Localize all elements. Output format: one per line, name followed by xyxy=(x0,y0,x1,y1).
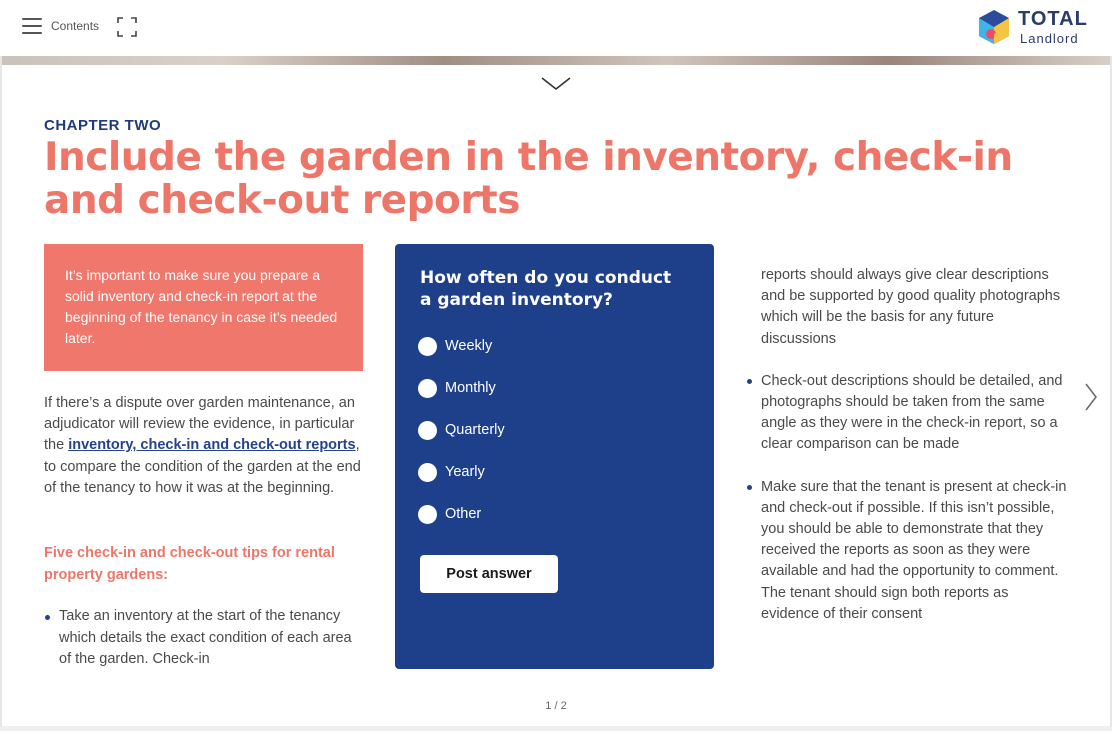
poll-option-weekly[interactable] xyxy=(418,325,689,367)
logo-word-landlord: Landlord xyxy=(1020,31,1079,46)
page-indicator: 1 / 2 xyxy=(545,700,567,712)
poll-option-quarterly[interactable] xyxy=(418,409,689,451)
paragraph-text-end: , to compare the condition of the garden at the end of the tenancy to how it was at the beginning. xyxy=(44,437,361,496)
radio-button[interactable] xyxy=(418,463,437,482)
reports-link[interactable]: inventory, check-in and check-out reports xyxy=(68,437,356,454)
poll-option-monthly[interactable] xyxy=(418,367,689,409)
poll-option-label: Yearly xyxy=(445,464,485,480)
chevron-down-icon[interactable] xyxy=(541,75,571,93)
radio-button[interactable] xyxy=(418,379,437,398)
hero-image-strip xyxy=(0,56,1112,65)
poll-option-yearly[interactable] xyxy=(418,451,689,493)
post-answer-button[interactable]: Post answer xyxy=(420,555,558,593)
radio-button[interactable] xyxy=(418,337,437,356)
chapter-label: CHAPTER TWO xyxy=(44,117,162,134)
tips-heading: Five check-in and check-out tips for rental property gardens: xyxy=(44,545,335,583)
tip-item: Take an inventory at the start of the tenancy which details the exact condition of each area of the garden. Check-in xyxy=(44,606,366,671)
total-landlord-logo[interactable] xyxy=(976,6,1094,50)
poll-question: How often do you conduct a garden inventory? xyxy=(420,268,672,310)
poll-option-label: Quarterly xyxy=(445,422,505,438)
poll-option-label: Weekly xyxy=(445,338,493,354)
continued-tip-text: reports should always give clear descriptions and be supported by good quality photographs which will be the basis for any future discussions xyxy=(761,267,1061,347)
right-column xyxy=(747,265,1069,646)
logo-word-total: TOTAL xyxy=(1018,8,1088,30)
poll-option-other[interactable] xyxy=(418,493,689,535)
logo-hexagon-icon xyxy=(976,8,1012,48)
radio-button[interactable] xyxy=(418,505,437,524)
tips-list xyxy=(44,606,366,671)
radio-button[interactable] xyxy=(418,421,437,440)
tip-item: Make sure that the tenant is present at check-in and check-out if possible. If this isn’t possible, you should be able to demonstrate that they received the reports as soon as they were available and had the opportunity to comment. The tenant should sign both reports as evidence of their consent xyxy=(747,477,1069,625)
callout-text: It’s important to make sure you prepare a solid inventory and check-in report at the beginning of the tenancy in case it’s needed later. xyxy=(65,267,338,346)
tip-item: Check-out descriptions should be detailed, and photographs should be taken from the same angle as they were in the check-in report, so a clear comparison can be made xyxy=(747,371,1069,456)
intro-callout xyxy=(44,244,363,371)
poll-card xyxy=(395,244,714,669)
tips-list-continued xyxy=(747,371,1069,625)
poll-option-label: Other xyxy=(445,506,482,522)
top-bar xyxy=(0,0,1112,56)
hamburger-icon[interactable] xyxy=(22,18,42,34)
contents-link[interactable]: Contents xyxy=(51,19,100,33)
body-paragraph xyxy=(44,393,366,499)
frame-border-left xyxy=(0,56,2,726)
page-title: Include the garden in the inventory, check-in and check-out reports xyxy=(44,135,1013,223)
fullscreen-icon[interactable] xyxy=(117,17,137,37)
frame-border-bottom xyxy=(0,726,1112,731)
poll-option-label: Monthly xyxy=(445,380,496,396)
paragraph-text-start: If there’s a dispute over garden maintenance, an adjudicator will review the evidence, in particular the xyxy=(44,395,355,454)
chevron-right-icon[interactable] xyxy=(1083,381,1099,413)
